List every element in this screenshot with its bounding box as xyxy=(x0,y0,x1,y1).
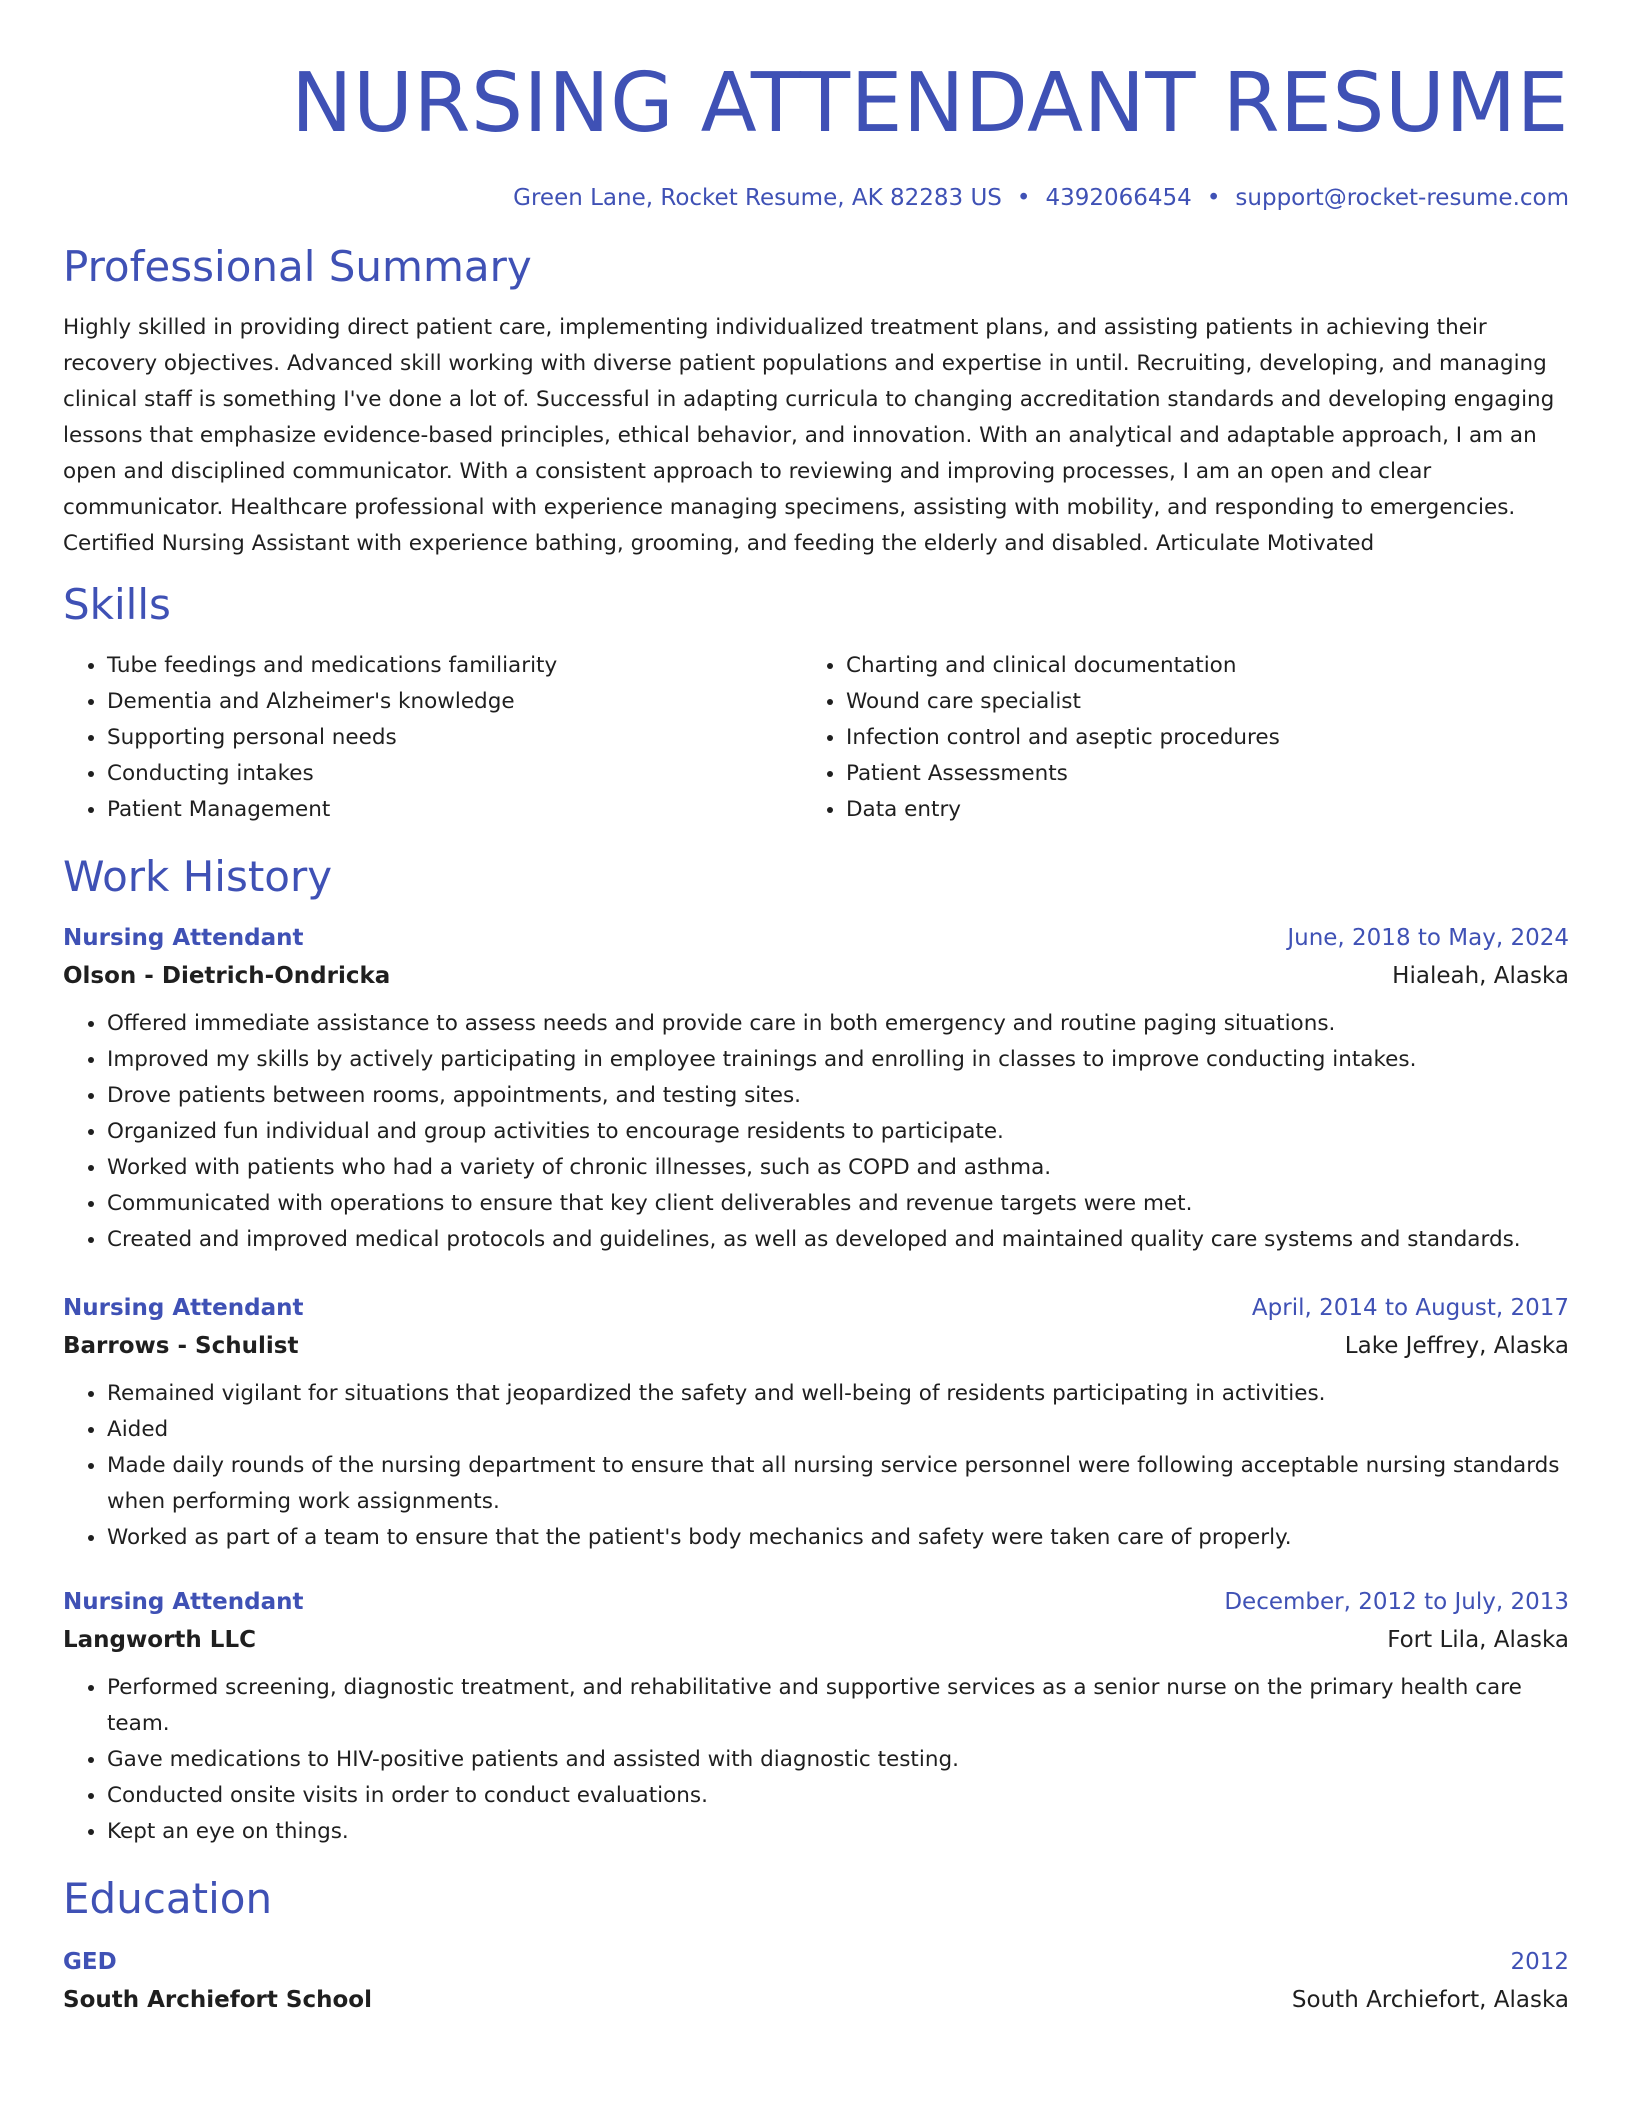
job-company: Olson - Dietrich-Ondricka xyxy=(63,963,391,989)
job-bullet: • Performed screening, diagnostic treatment, and rehabilitative and supportive services as a senior nurse on the primary health care team. xyxy=(107,1670,1569,1742)
skill-item: • Conducting intakes xyxy=(107,756,802,792)
skills-heading: Skills xyxy=(63,580,171,629)
education-year: 2012 xyxy=(1510,1949,1569,1975)
education-school: South Archiefort School xyxy=(63,1987,372,2013)
job-title: Nursing Attendant xyxy=(63,1589,304,1615)
job-bullets xyxy=(63,1670,1569,1850)
job-location: Hialeah, Alaska xyxy=(1392,963,1569,989)
job-header xyxy=(63,1586,1569,1618)
job-bullet: • Communicated with operations to ensure that key client deliverables and revenue targets were met. xyxy=(107,1186,1569,1222)
contact-address: Green Lane, Rocket Resume, AK 82283 US xyxy=(513,185,1002,211)
job-header xyxy=(63,922,1569,954)
summary-section xyxy=(63,240,1569,562)
skill-item: • Wound care specialist xyxy=(846,684,1569,720)
skill-item: • Supporting personal needs xyxy=(107,720,802,756)
job-bullet: • Aided xyxy=(107,1412,1569,1448)
job-subheader xyxy=(63,960,1569,992)
job-dates: December, 2012 to July, 2013 xyxy=(1224,1589,1569,1615)
skills-list-left xyxy=(63,648,802,828)
skills-list-right xyxy=(802,648,1569,828)
job-bullet: • Conducted onsite visits in order to conduct evaluations. xyxy=(107,1778,1569,1814)
job-dates: June, 2018 to May, 2024 xyxy=(1287,925,1569,951)
work-history-section xyxy=(63,850,1569,1850)
contact-phone: 4392066454 xyxy=(1045,185,1192,211)
summary-text: Highly skilled in providing direct patient care, implementing individualized treatment plans, and assisting patients in achieving their recovery objectives. Advanced skill working with diverse patient populations and expertise in until. Recruiting, developing, and managing clinical staff is something I've done a lot of. Successful in adapting curricula to changing accreditation standards and developing engaging lessons that emphasize evidence-based principles, ethical behavior, and innovation. With an analytical and adaptable approach, I am an open and disciplined communicator. With a consistent approach to reviewing and improving processes, I am an open and clear communicator. Healthcare professional with experience managing specimens, assisting with mobility, and responding to emergencies. Certified Nursing Assistant with experience bathing, grooming, and feeding the elderly and disabled. Articulate Motivated xyxy=(63,315,1555,556)
skill-item: • Data entry xyxy=(846,792,1569,828)
job-location: Lake Jeffrey, Alaska xyxy=(1344,1333,1569,1359)
job-bullet: • Created and improved medical protocols and guidelines, as well as developed and maintained quality care systems and standards. xyxy=(107,1222,1569,1258)
education-subheader xyxy=(63,1984,1569,2016)
job-bullet: • Remained vigilant for situations that jeopardized the safety and well-being of residents participating in activities. xyxy=(107,1376,1569,1412)
skill-item: • Dementia and Alzheimer's knowledge xyxy=(107,684,802,720)
job-entry xyxy=(63,1586,1569,1850)
contact-line xyxy=(63,182,1569,214)
resume-title: NURSING ATTENDANT RESUME xyxy=(291,56,1569,151)
skill-item: • Tube feedings and medications familiarity xyxy=(107,648,802,684)
job-bullet: • Worked with patients who had a variety of chronic illnesses, such as COPD and asthma. xyxy=(107,1150,1569,1186)
job-bullet: • Gave medications to HIV-positive patients and assisted with diagnostic testing. xyxy=(107,1742,1569,1778)
skills-grid xyxy=(63,648,1569,828)
work-history-heading: Work History xyxy=(63,852,333,901)
job-bullet: • Drove patients between rooms, appointments, and testing sites. xyxy=(107,1078,1569,1114)
job-company: Langworth LLC xyxy=(63,1627,256,1653)
job-bullet: • Improved my skills by actively participating in employee trainings and enrolling in classes to improve conducting intakes. xyxy=(107,1042,1569,1078)
job-dates: April, 2014 to August, 2017 xyxy=(1251,1295,1569,1321)
education-location: South Archiefort, Alaska xyxy=(1291,1987,1569,2013)
job-title: Nursing Attendant xyxy=(63,1295,304,1321)
job-bullet: • Made daily rounds of the nursing department to ensure that all nursing service personnel were following acceptable nursing standards when performing work assignments. xyxy=(107,1448,1569,1520)
job-subheader xyxy=(63,1624,1569,1656)
job-location: Fort Lila, Alaska xyxy=(1387,1627,1569,1653)
job-entry xyxy=(63,1292,1569,1556)
summary-heading: Professional Summary xyxy=(63,242,532,291)
education-header xyxy=(63,1946,1569,1978)
skill-item: • Patient Assessments xyxy=(846,756,1569,792)
job-subheader xyxy=(63,1330,1569,1362)
skill-item: • Infection control and aseptic procedures xyxy=(846,720,1569,756)
education-section xyxy=(63,1872,1569,2016)
contact-separator: • xyxy=(1016,185,1031,211)
job-company: Barrows - Schulist xyxy=(63,1333,299,1359)
skills-section xyxy=(63,578,1569,828)
contact-email[interactable]: support@rocket-resume.com xyxy=(1235,185,1569,211)
job-title: Nursing Attendant xyxy=(63,925,304,951)
education-heading: Education xyxy=(63,1874,273,1923)
job-bullets xyxy=(63,1376,1569,1556)
contact-separator: • xyxy=(1206,185,1221,211)
job-bullet: • Kept an eye on things. xyxy=(107,1814,1569,1850)
skill-item: • Patient Management xyxy=(107,792,802,828)
job-entry xyxy=(63,922,1569,1258)
job-bullet: • Offered immediate assistance to assess needs and provide care in both emergency and routine paging situations. xyxy=(107,1006,1569,1042)
education-degree: GED xyxy=(63,1949,117,1975)
skill-item: • Charting and clinical documentation xyxy=(846,648,1569,684)
job-bullet: • Organized fun individual and group activities to encourage residents to participate. xyxy=(107,1114,1569,1150)
job-bullet: • Worked as part of a team to ensure that the patient's body mechanics and safety were taken care of properly. xyxy=(107,1520,1569,1556)
job-header xyxy=(63,1292,1569,1324)
job-bullets xyxy=(63,1006,1569,1258)
education-entry xyxy=(63,1946,1569,2016)
